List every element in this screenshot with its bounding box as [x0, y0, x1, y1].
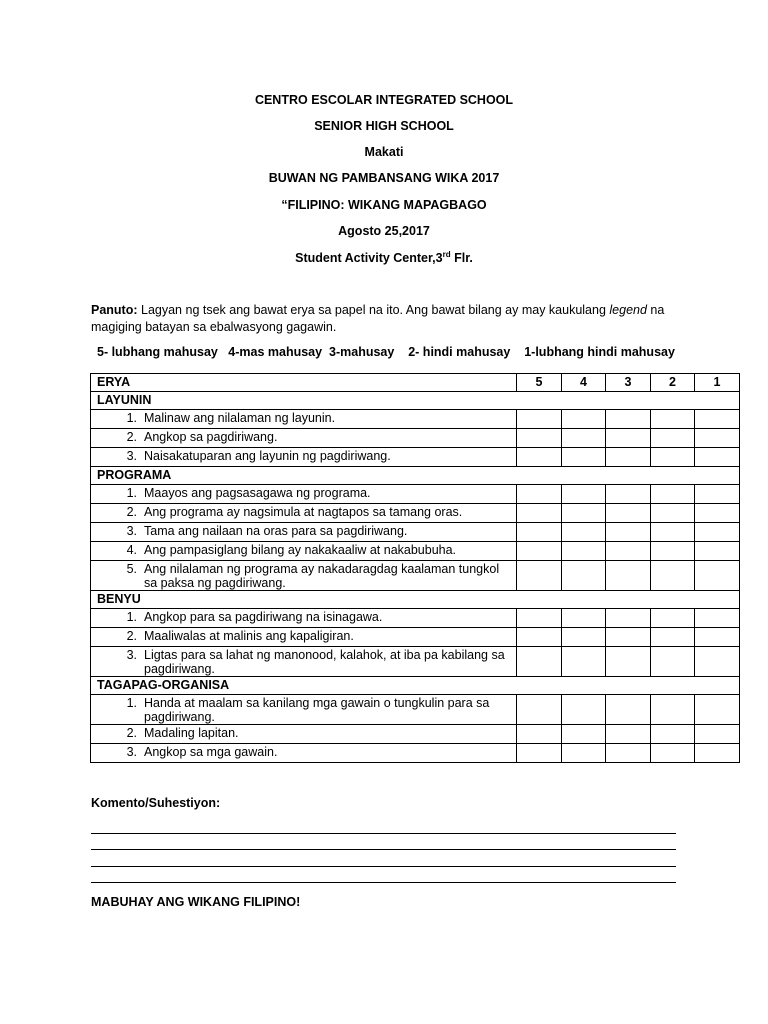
score-checkbox-3[interactable]: [606, 561, 651, 591]
criterion-text: Madaling lapitan.: [144, 726, 239, 740]
score-checkbox-1[interactable]: [695, 609, 740, 628]
criterion-number: 1.: [126, 486, 137, 500]
score-column-header: 1: [695, 374, 740, 392]
criterion-text: Tama ang nailaan na oras para sa pagdiriwang.: [144, 524, 408, 538]
score-checkbox-5[interactable]: [517, 485, 562, 504]
comment-line[interactable]: [91, 866, 676, 867]
criterion-cell: [91, 410, 517, 429]
criterion-row: [91, 695, 740, 725]
section-title: LAYUNIN: [91, 392, 740, 410]
score-checkbox-4[interactable]: [562, 504, 606, 523]
criterion-text: Angkop sa mga gawain.: [144, 745, 278, 759]
criterion-number: 4.: [126, 543, 137, 557]
score-checkbox-4[interactable]: [562, 410, 606, 429]
criterion-cell: [91, 647, 517, 677]
criterion-text: Naisakatuparan ang layunin ng pagdiriwang.: [144, 449, 391, 463]
score-checkbox-3[interactable]: [606, 485, 651, 504]
score-checkbox-5[interactable]: [517, 561, 562, 591]
rating-legend: 5- lubhang mahusay 4-mas mahusay 3-mahusay 2- hindi mahusay 1-lubhang hindi mahusay: [97, 345, 675, 359]
score-checkbox-2[interactable]: [651, 744, 695, 763]
criterion-number: 3.: [126, 745, 137, 759]
score-checkbox-1[interactable]: [695, 695, 740, 725]
criterion-number: 2.: [126, 726, 137, 740]
section-title: PROGRAMA: [91, 467, 740, 485]
criterion-cell: [91, 744, 517, 763]
score-checkbox-1[interactable]: [695, 504, 740, 523]
event-venue: Student Activity Center,3rd Flr.: [295, 250, 473, 266]
criterion-cell: [91, 542, 517, 561]
instructions-label: Panuto:: [91, 303, 138, 317]
score-checkbox-2[interactable]: [651, 561, 695, 591]
criterion-cell: [91, 725, 517, 744]
score-checkbox-4[interactable]: [562, 647, 606, 677]
score-checkbox-3[interactable]: [606, 647, 651, 677]
criterion-number: 2.: [126, 505, 137, 519]
criterion-cell: [91, 561, 517, 591]
score-checkbox-5[interactable]: [517, 504, 562, 523]
criterion-row: [91, 485, 740, 504]
score-checkbox-3[interactable]: [606, 695, 651, 725]
comment-line[interactable]: [91, 882, 676, 883]
score-checkbox-3[interactable]: [606, 609, 651, 628]
score-checkbox-3[interactable]: [606, 542, 651, 561]
criterion-row: [91, 647, 740, 677]
criterion-number: 5.: [126, 562, 137, 576]
score-checkbox-3[interactable]: [606, 523, 651, 542]
criterion-number: 2.: [126, 629, 137, 643]
criterion-row: [91, 609, 740, 628]
score-checkbox-1[interactable]: [695, 523, 740, 542]
criterion-number: 2.: [126, 430, 137, 444]
criterion-number: 1.: [126, 411, 137, 425]
score-checkbox-2[interactable]: [651, 429, 695, 448]
score-checkbox-4[interactable]: [562, 429, 606, 448]
section-row: [91, 591, 740, 609]
department-title: SENIOR HIGH SCHOOL: [314, 119, 454, 133]
score-checkbox-2[interactable]: [651, 485, 695, 504]
criterion-cell: [91, 695, 517, 725]
criterion-number: 3.: [126, 648, 137, 662]
score-checkbox-3[interactable]: [606, 744, 651, 763]
score-checkbox-1[interactable]: [695, 410, 740, 429]
event-date: Agosto 25,2017: [338, 224, 430, 238]
score-checkbox-2[interactable]: [651, 448, 695, 467]
criterion-row: [91, 504, 740, 523]
criterion-text: Handa at maalam sa kanilang mga gawain o tungkulin para sa pagdiriwang.: [144, 696, 490, 724]
criterion-cell: [91, 523, 517, 542]
criterion-row: [91, 628, 740, 647]
score-checkbox-1[interactable]: [695, 542, 740, 561]
score-checkbox-1[interactable]: [695, 628, 740, 647]
event-theme: “FILIPINO: WIKANG MAPAGBAGO: [281, 198, 487, 212]
score-checkbox-3[interactable]: [606, 628, 651, 647]
score-checkbox-1[interactable]: [695, 725, 740, 744]
score-checkbox-5[interactable]: [517, 542, 562, 561]
evaluation-table: [90, 373, 740, 763]
criterion-text: Malinaw ang nilalaman ng layunin.: [144, 411, 336, 425]
section-row: [91, 677, 740, 695]
score-checkbox-2[interactable]: [651, 609, 695, 628]
city-label: Makati: [364, 145, 404, 159]
criterion-number: 1.: [126, 696, 137, 710]
criterion-number: 3.: [126, 449, 137, 463]
score-checkbox-4[interactable]: [562, 725, 606, 744]
criterion-text: Ang pampasiglang bilang ay nakakaaliw at nakabubuha.: [144, 543, 457, 557]
score-checkbox-2[interactable]: [651, 523, 695, 542]
criterion-cell: [91, 609, 517, 628]
score-checkbox-5[interactable]: [517, 609, 562, 628]
score-checkbox-5[interactable]: [517, 647, 562, 677]
criterion-cell: [91, 448, 517, 467]
criterion-cell: [91, 429, 517, 448]
criterion-row: [91, 523, 740, 542]
score-checkbox-4[interactable]: [562, 744, 606, 763]
score-checkbox-4[interactable]: [562, 695, 606, 725]
score-checkbox-3[interactable]: [606, 410, 651, 429]
score-checkbox-2[interactable]: [651, 410, 695, 429]
instructions: Panuto: Lagyan ng tsek ang bawat erya sa papel na ito. Ang bawat bilang ay may kaukulang legend na magiging batayan sa ebalwasyong gagawin.: [91, 303, 665, 334]
criterion-text: Ang programa ay nagsimula at nagtapos sa tamang oras.: [144, 505, 463, 519]
criterion-row: [91, 542, 740, 561]
table-header-row: [91, 374, 740, 392]
section-row: [91, 467, 740, 485]
score-checkbox-2[interactable]: [651, 695, 695, 725]
area-column-header: ERYA: [91, 374, 517, 392]
event-title: BUWAN NG PAMBANSANG WIKA 2017: [268, 171, 500, 185]
criterion-number: 1.: [126, 610, 137, 624]
score-column-header: 3: [606, 374, 651, 392]
criterion-text: Angkop sa pagdiriwang.: [144, 430, 278, 444]
score-checkbox-5[interactable]: [517, 725, 562, 744]
comment-line[interactable]: [91, 833, 676, 834]
criterion-text: Maaliwalas at malinis ang kapaligiran.: [144, 629, 354, 643]
score-checkbox-2[interactable]: [651, 504, 695, 523]
school-name: CENTRO ESCOLAR INTEGRATED SCHOOL: [254, 93, 514, 107]
score-checkbox-5[interactable]: [517, 410, 562, 429]
score-checkbox-1[interactable]: [695, 647, 740, 677]
score-column-header: 4: [562, 374, 606, 392]
criterion-row: [91, 448, 740, 467]
criterion-text: Angkop para sa pagdiriwang na isinagawa.: [144, 610, 383, 624]
comments-label: Komento/Suhestiyon:: [91, 796, 221, 810]
score-checkbox-2[interactable]: [651, 725, 695, 744]
score-checkbox-4[interactable]: [562, 561, 606, 591]
criterion-row: [91, 410, 740, 429]
closing-slogan: MABUHAY ANG WIKANG FILIPINO!: [91, 895, 301, 909]
score-checkbox-1[interactable]: [695, 485, 740, 504]
score-column-header: 5: [517, 374, 562, 392]
criterion-cell: [91, 628, 517, 647]
score-checkbox-4[interactable]: [562, 485, 606, 504]
criterion-row: [91, 561, 740, 591]
score-checkbox-5[interactable]: [517, 695, 562, 725]
score-checkbox-4[interactable]: [562, 523, 606, 542]
score-checkbox-3[interactable]: [606, 448, 651, 467]
score-checkbox-3[interactable]: [606, 504, 651, 523]
score-checkbox-2[interactable]: [651, 628, 695, 647]
score-checkbox-4[interactable]: [562, 628, 606, 647]
section-title: BENYU: [91, 591, 740, 609]
score-checkbox-4[interactable]: [562, 542, 606, 561]
score-checkbox-2[interactable]: [651, 647, 695, 677]
criterion-text: Maayos ang pagsasagawa ng programa.: [144, 486, 371, 500]
section-title: TAGAPAG-ORGANISA: [91, 677, 740, 695]
criterion-cell: [91, 485, 517, 504]
score-checkbox-1[interactable]: [695, 448, 740, 467]
criterion-text: Ang nilalaman ng programa ay nakadaragdag kaalaman tungkol sa paksa ng pagdiriwang.: [144, 562, 500, 590]
score-checkbox-2[interactable]: [651, 542, 695, 561]
criterion-row: [91, 744, 740, 763]
score-checkbox-3[interactable]: [606, 429, 651, 448]
criterion-row: [91, 429, 740, 448]
score-column-header: 2: [651, 374, 695, 392]
score-checkbox-5[interactable]: [517, 628, 562, 647]
score-checkbox-5[interactable]: [517, 429, 562, 448]
score-checkbox-1[interactable]: [695, 429, 740, 448]
criterion-cell: [91, 504, 517, 523]
section-row: [91, 392, 740, 410]
score-checkbox-5[interactable]: [517, 523, 562, 542]
score-checkbox-1[interactable]: [695, 561, 740, 591]
score-checkbox-5[interactable]: [517, 448, 562, 467]
comment-line[interactable]: [91, 849, 676, 850]
criterion-row: [91, 725, 740, 744]
score-checkbox-3[interactable]: [606, 725, 651, 744]
score-checkbox-4[interactable]: [562, 609, 606, 628]
score-checkbox-1[interactable]: [695, 744, 740, 763]
score-checkbox-5[interactable]: [517, 744, 562, 763]
criterion-text: Ligtas para sa lahat ng manonood, kalahok, at iba pa kabilang sa pagdiriwang.: [144, 648, 505, 676]
score-checkbox-4[interactable]: [562, 448, 606, 467]
criterion-number: 3.: [126, 524, 137, 538]
